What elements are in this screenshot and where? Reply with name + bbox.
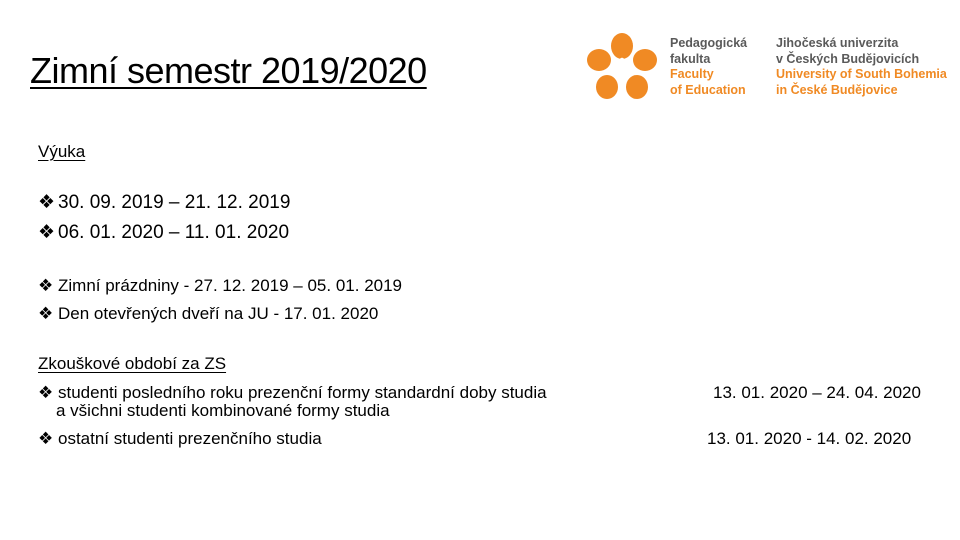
event-date-holidays: 27. 12. 2019 – 05. 01. 2019 bbox=[194, 276, 403, 295]
exams-heading: Zkouškové období za ZS bbox=[38, 354, 227, 373]
bullet-icon: ❖ bbox=[38, 276, 54, 295]
event-item bbox=[38, 304, 378, 324]
event-date-open-day: 17. 01. 2020 bbox=[283, 304, 379, 323]
exam-item bbox=[38, 429, 322, 449]
teaching-period-2: 06. 01. 2020 – 11. 01. 2020 bbox=[58, 222, 290, 243]
university-name-cz-line1: Jihočeská univerzita bbox=[776, 36, 899, 50]
faculty-name-en-line2: of Education bbox=[670, 82, 746, 97]
faculty-name-cz-line2: fakulta bbox=[670, 51, 711, 66]
faculty-name-en-line1: Faculty bbox=[670, 67, 714, 81]
bullet-icon: ❖ bbox=[38, 192, 56, 213]
teaching-item bbox=[38, 191, 290, 214]
university-logo bbox=[584, 30, 960, 102]
event-label-open-day: Den otevřených dveří na JU - bbox=[58, 304, 284, 323]
bullet-icon: ❖ bbox=[38, 429, 54, 448]
bullet-icon: ❖ bbox=[38, 222, 56, 243]
university-name bbox=[776, 36, 947, 98]
slide-title: Zimní semestr 2019/2020 bbox=[30, 50, 427, 91]
exam-date-1: 13. 01. 2020 – 24. 04. 2020 bbox=[713, 383, 921, 402]
exam-group-1-continuation: a všichni studenti kombinované formy studia bbox=[56, 401, 390, 420]
event-label-holidays: Zimní prázdniny - bbox=[58, 276, 195, 295]
exam-date-2: 13. 01. 2020 - 14. 02. 2020 bbox=[707, 429, 912, 448]
university-name-en-line2: in České Budějovice bbox=[776, 82, 898, 97]
university-name-en-line1: University of South Bohemia bbox=[776, 67, 947, 81]
teaching-item bbox=[38, 221, 289, 244]
bullet-icon: ❖ bbox=[38, 304, 54, 323]
exam-item bbox=[38, 383, 547, 403]
flower-logo-icon bbox=[584, 32, 660, 104]
exam-group-1: studenti posledního roku prezenční formy standardní doby studia bbox=[58, 383, 547, 402]
university-name-cz-line2: v Českých Budějovicích bbox=[776, 51, 920, 66]
faculty-name bbox=[670, 36, 747, 98]
event-item bbox=[38, 276, 402, 296]
teaching-heading: Výuka bbox=[38, 142, 86, 161]
faculty-name-cz-line1: Pedagogická bbox=[670, 36, 748, 50]
exam-group-2: ostatní studenti prezenčního studia bbox=[58, 429, 322, 448]
teaching-period-1: 30. 09. 2019 – 21. 12. 2019 bbox=[58, 192, 291, 213]
bullet-icon: ❖ bbox=[38, 383, 54, 402]
